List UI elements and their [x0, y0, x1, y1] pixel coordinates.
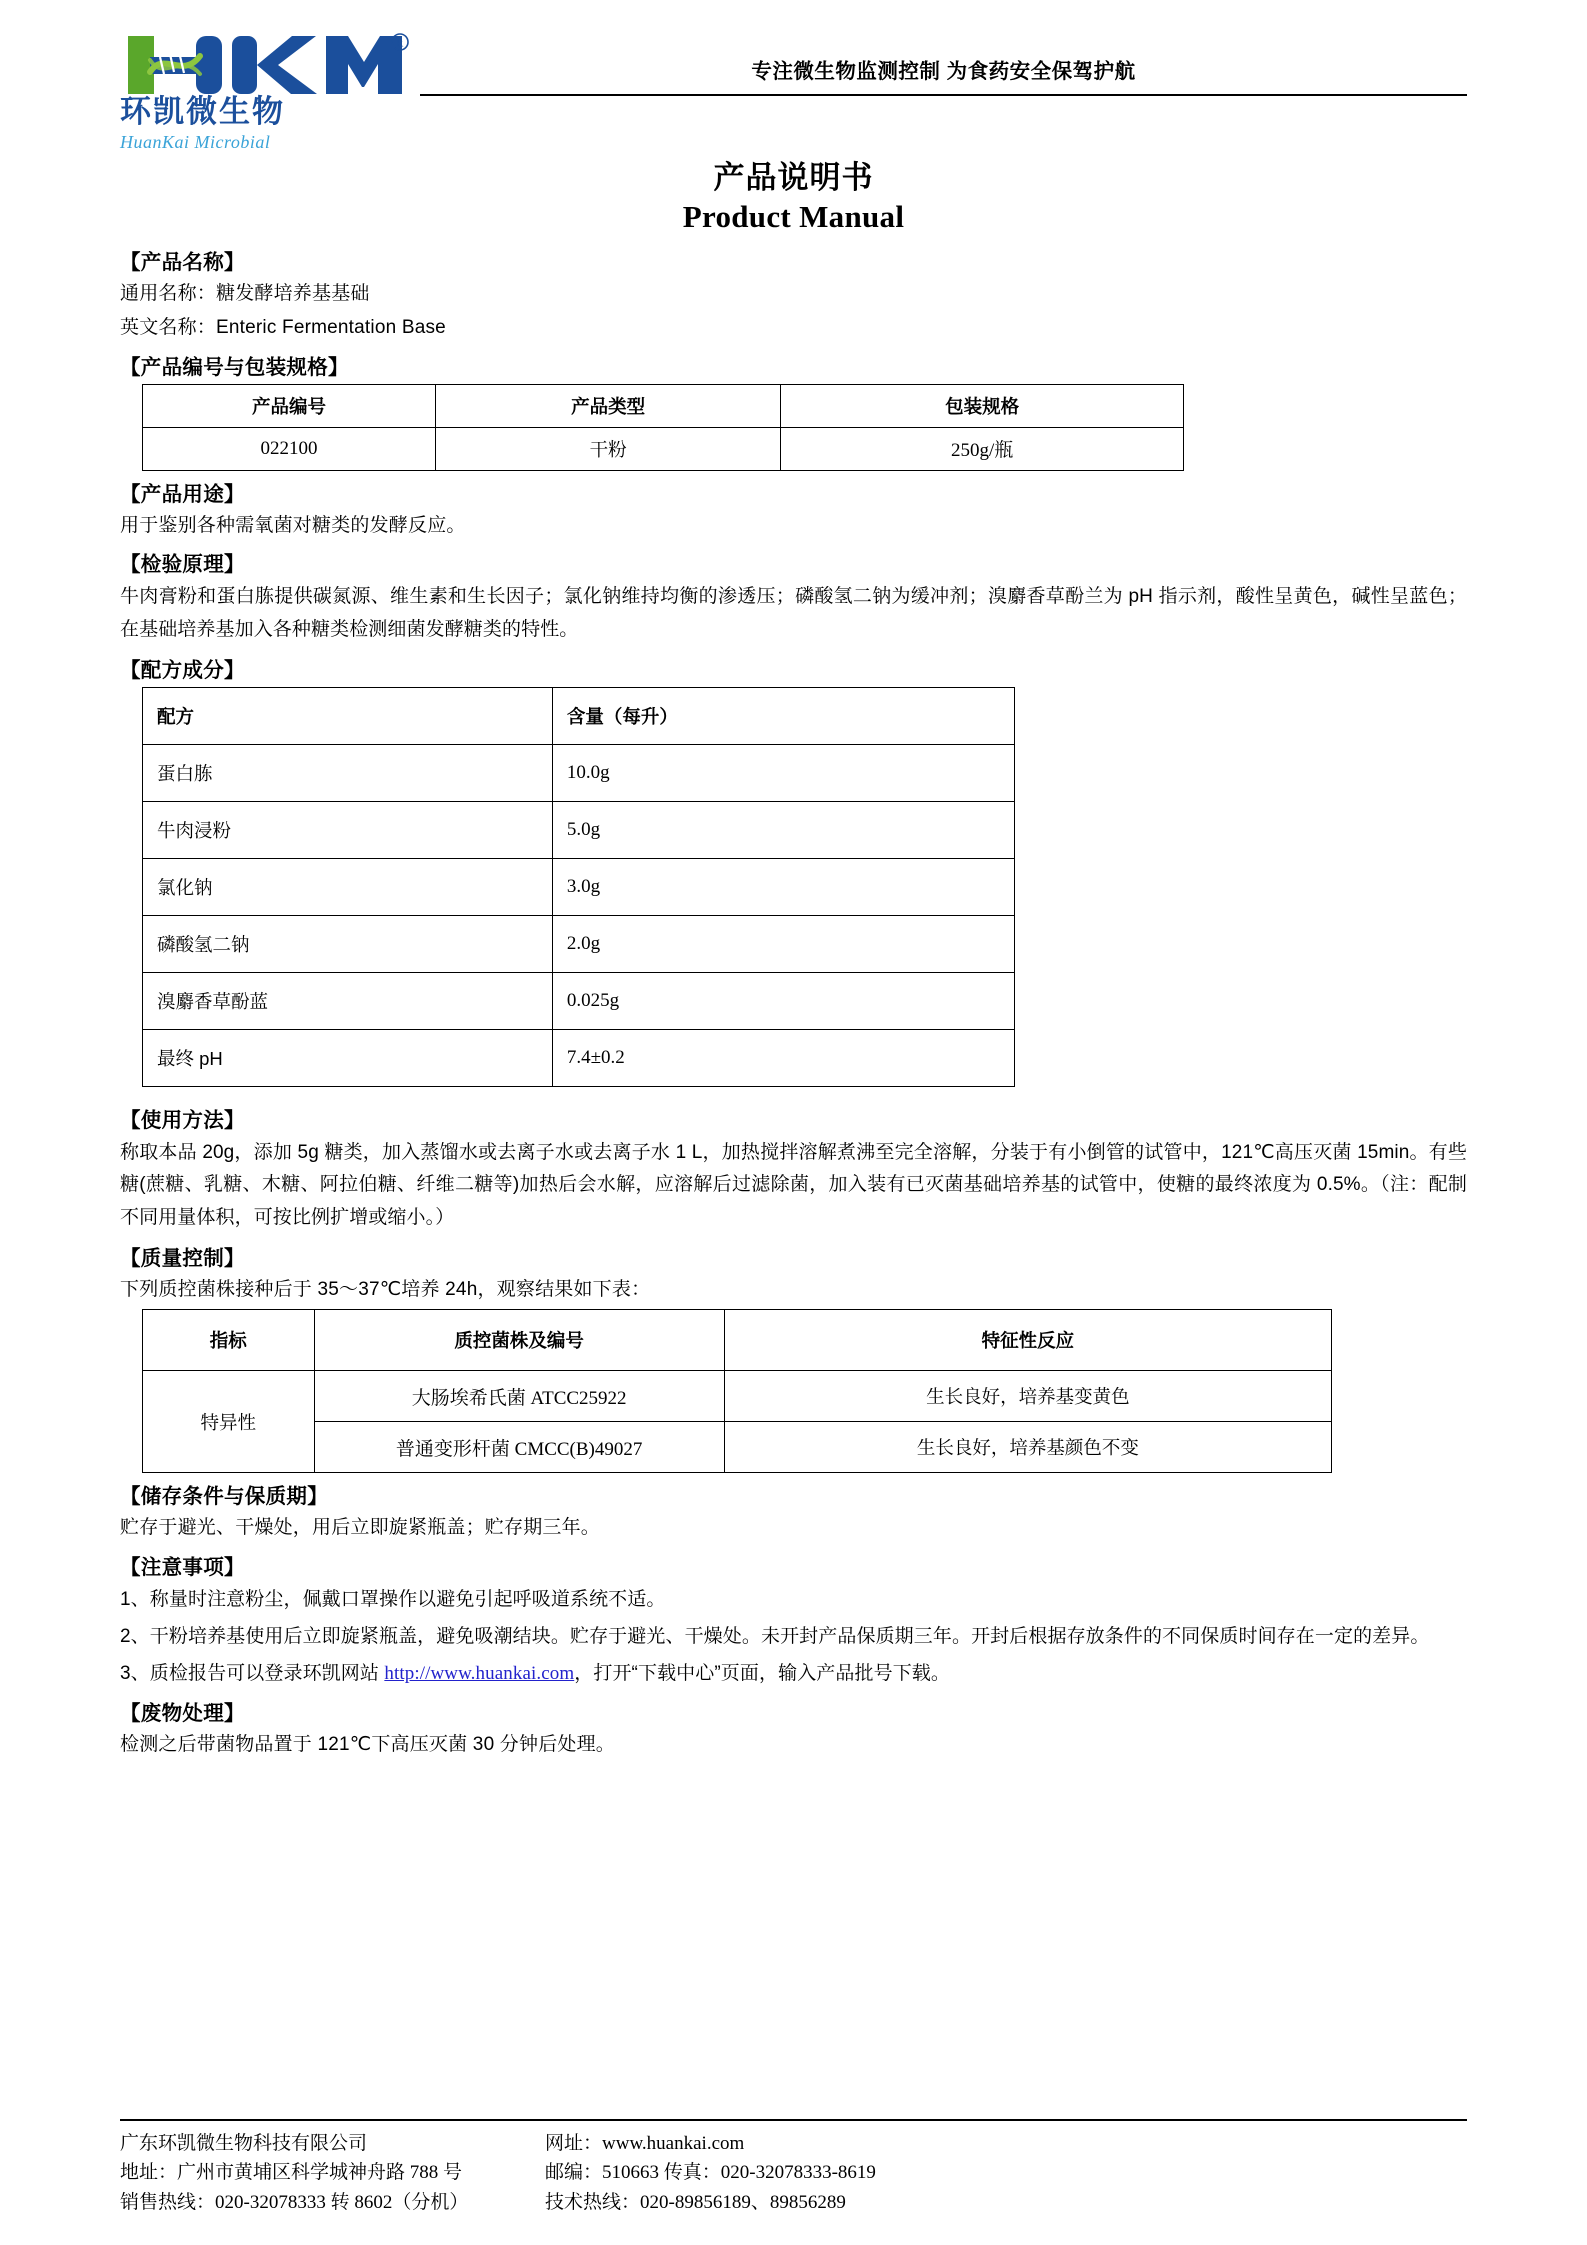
precaution-item-3 [120, 1658, 1467, 1691]
cell-ingredient: 蛋白胨 [143, 744, 553, 801]
precaution-3-suffix: ，打开“下载中心”页面，输入产品批号下载。 [574, 1662, 951, 1684]
huankai-website-link[interactable]: http://www.huankai.com [384, 1662, 575, 1684]
section-heading-quality-control: 【质量控制】 [120, 1246, 245, 1270]
cell-ingredient: 氯化钠 [143, 858, 553, 915]
cell-strain: 大肠埃希氏菌 ATCC25922 [314, 1371, 724, 1422]
storage-text: 贮存于避光、干燥处，用后立即旋紧瓶盖；贮存期三年。 [120, 1517, 601, 1539]
cell-amount: 7.4±0.2 [552, 1029, 1014, 1086]
logo-mark [120, 30, 410, 100]
cell-amount: 3.0g [552, 858, 1014, 915]
product-english-name: 英文名称：Enteric Fermentation Base [120, 316, 446, 338]
footer-zip-fax: 邮编：510663 传真：020-32078333-8619 [545, 2162, 876, 2184]
quality-control-table [142, 1309, 1332, 1473]
footer-website: 网址：www.huankai.com [545, 2132, 745, 2154]
cell-indicator-specificity: 特异性 [143, 1371, 315, 1473]
table-row [143, 915, 1015, 972]
footer-tech-hotline: 技术热线：020-89856189、89856289 [545, 2191, 846, 2213]
header-divider [420, 94, 1467, 96]
page-title-cn: 产品说明书 [713, 160, 874, 195]
section-heading-storage: 【储存条件与保质期】 [120, 1485, 328, 1509]
product-common-name: 通用名称：糖发酵培养基基础 [120, 283, 370, 304]
section-heading-principle: 【检验原理】 [120, 553, 245, 577]
header-right [420, 28, 1467, 140]
method-text: 称取本品 20g，添加 5g 糖类，加入蒸馏水或去离子水或去离子水 1 L，加热搅拌溶解煮沸至完全溶解，分装于有小倒管的试管中，121℃高压灭菌 15min。有些糖(蔗糖、乳糖、木糖、阿拉伯糖、纤维二糖等)加热后会水解，应溶解后过滤除菌，加入装有已灭菌基础培养基的试管中，使糖的最终浓度为 0.5%。（注：配制不同用量体积，可按比例扩增或缩小。） [120, 1141, 1467, 1228]
cell-ingredient: 牛肉浸粉 [143, 801, 553, 858]
column-header-indicator: 指标 [143, 1310, 315, 1371]
footer-sales-hotline: 销售热线：020-32078333 转 8602（分机） [120, 2191, 469, 2213]
cell-amount: 0.025g [552, 972, 1014, 1029]
table-header-row [143, 687, 1015, 744]
precaution-3-prefix: 3、质检报告可以登录环凯网站 [120, 1662, 385, 1684]
table-row [143, 427, 1184, 470]
cell-package-spec: 250g/瓶 [781, 427, 1184, 470]
purpose-text: 用于鉴别各种需氧菌对糖类的发酵反应。 [120, 514, 466, 536]
table-header-row [143, 1310, 1332, 1371]
cell-amount: 5.0g [552, 801, 1014, 858]
section-heading-method: 【使用方法】 [120, 1108, 245, 1132]
principle-text: 牛肉膏粉和蛋白胨提供碳氮源、维生素和生长因子；氯化钠维持均衡的渗透压；磷酸氢二钠为缓冲剂；溴麝香草酚兰为 pH 指示剂，酸性呈黄色，碱性呈蓝色；在基础培养基加入各种糖类检测细菌发酵糖类的特性。 [120, 586, 1467, 640]
page-title-en: Product Manual [682, 199, 905, 234]
footer-columns [120, 2129, 1467, 2217]
column-header-formula: 配方 [143, 687, 553, 744]
table-row [143, 858, 1015, 915]
footer-address: 地址：广州市黄埔区科学城神舟路 788 号 [120, 2162, 463, 2184]
table-row [143, 972, 1015, 1029]
cell-strain: 普通变形杆菌 CMCC(B)49027 [314, 1422, 724, 1473]
table-row [143, 744, 1015, 801]
column-header-strain: 质控菌株及编号 [314, 1310, 724, 1371]
cell-ingredient: 最终 pH [143, 1029, 553, 1086]
cell-product-type: 干粉 [435, 427, 780, 470]
column-header-content: 含量（每升） [552, 687, 1014, 744]
table-row [143, 1422, 1332, 1473]
header-tagline: 专注微生物监测控制 为食药安全保驾护航 [751, 60, 1136, 83]
precaution-item-1: 1、称量时注意粉尘，佩戴口罩操作以避免引起呼吸道系统不适。 [120, 1589, 666, 1611]
table-row [143, 1371, 1332, 1422]
page-header [120, 28, 1467, 152]
formula-table [142, 687, 1015, 1087]
cell-reaction: 生长良好，培养基变黄色 [724, 1371, 1331, 1422]
table-header-row [143, 384, 1184, 427]
section-heading-formula: 【配方成分】 [120, 658, 245, 682]
quality-control-intro: 下列质控菌株接种后于 35～37℃培养 24h，观察结果如下表： [120, 1278, 651, 1300]
column-header-product-code: 产品编号 [143, 384, 436, 427]
column-header-package-spec: 包装规格 [781, 384, 1184, 427]
footer-right-column [545, 2129, 1467, 2217]
section-heading-precautions: 【注意事项】 [120, 1556, 245, 1580]
logo-company-name-en: HuanKai Microbial [120, 132, 271, 152]
page-footer [120, 2119, 1467, 2217]
footer-left-column [120, 2129, 545, 2217]
section-heading-product-name: 【产品名称】 [120, 251, 245, 274]
footer-company-name: 广东环凯微生物科技有限公司 [120, 2132, 368, 2154]
product-code-table [142, 384, 1184, 471]
section-heading-product-code: 【产品编号与包装规格】 [120, 355, 349, 379]
section-heading-purpose: 【产品用途】 [120, 482, 245, 506]
column-header-product-type: 产品类型 [435, 384, 780, 427]
cell-ingredient: 溴麝香草酚蓝 [143, 972, 553, 1029]
column-header-reaction: 特征性反应 [724, 1310, 1331, 1371]
company-logo [120, 30, 410, 152]
cell-reaction: 生长良好，培养基颜色不变 [724, 1422, 1331, 1473]
cell-amount: 2.0g [552, 915, 1014, 972]
cell-ingredient: 磷酸氢二钠 [143, 915, 553, 972]
spacer [120, 1091, 1467, 1097]
svg-text:R: R [396, 38, 404, 50]
hkm-logo-icon [120, 30, 410, 100]
cell-amount: 10.0g [552, 744, 1014, 801]
table-row [143, 801, 1015, 858]
section-heading-waste: 【废物处理】 [120, 1702, 245, 1726]
table-row [143, 1029, 1015, 1086]
footer-divider [120, 2119, 1467, 2121]
precaution-item-2: 2、干粉培养基使用后立即旋紧瓶盖，避免吸潮结块。贮存于避光、干燥处。未开封产品保质期三年。开封后根据存放条件的不同保质时间存在一定的差异。 [120, 1625, 1430, 1647]
cell-product-code: 022100 [143, 427, 436, 470]
logo-company-name-cn: 环凯微生物 [120, 94, 285, 129]
waste-text: 检测之后带菌物品置于 121℃下高压灭菌 30 分钟后处理。 [120, 1734, 616, 1756]
